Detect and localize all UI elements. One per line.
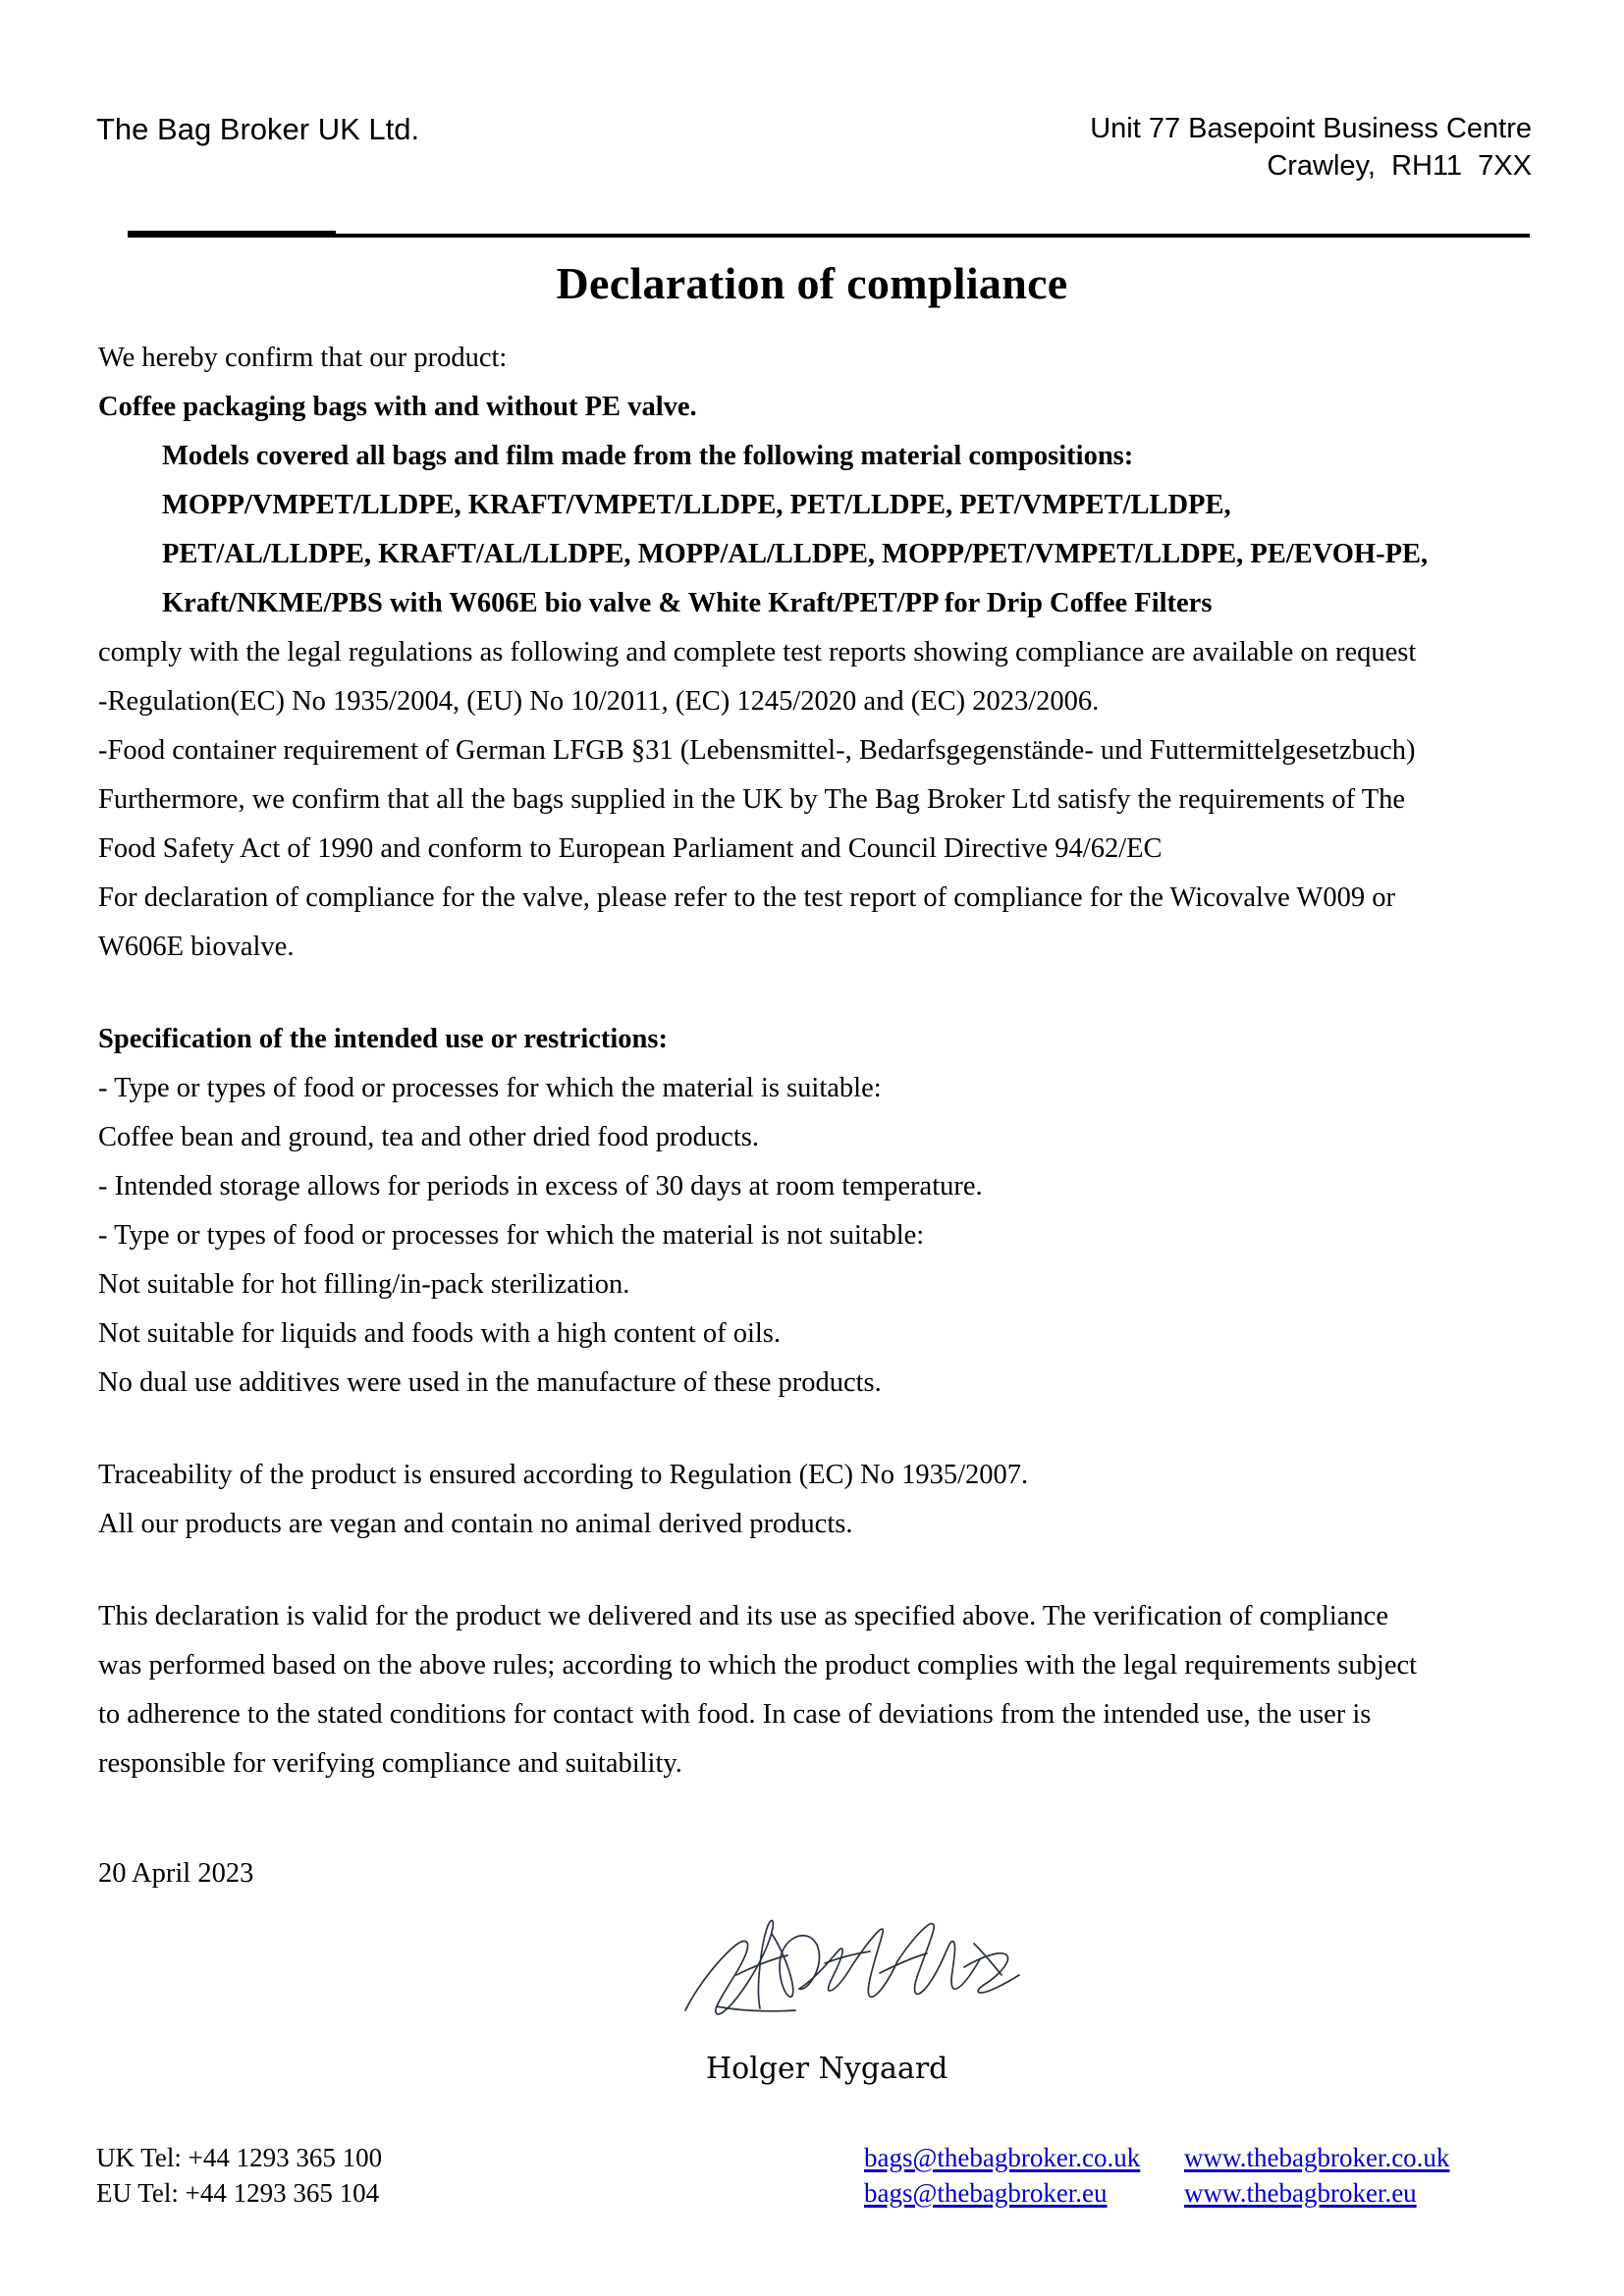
page-title: Declaration of compliance	[556, 258, 1068, 308]
materials-line-3: Kraft/NKME/PBS with W606E bio valve & White Kraft/PET/PP for Drip Coffee Filters	[162, 588, 1213, 618]
date: 20 April 2023	[98, 1858, 254, 1889]
closing-line-4: responsible for verifying compliance and suitability.	[98, 1748, 682, 1779]
spec-suitable-foods: Coffee bean and ground, tea and other dried food products.	[98, 1122, 759, 1152]
spec-not-hot-fill: Not suitable for hot filling/in-pack sterilization.	[98, 1269, 630, 1300]
divider-thick-segment	[128, 231, 336, 238]
closing-line-1: This declaration is valid for the product we delivered and its use as specified above. The verification of compliance	[98, 1601, 1388, 1631]
furthermore-line: Furthermore, we confirm that all the bags supplied in the UK by The Bag Broker Ltd satisfy the requirements of The	[98, 784, 1405, 815]
food-safety-act-line: Food Safety Act of 1990 and conform to European Parliament and Council Directive 94/62/EC	[98, 833, 1163, 864]
valve-declaration-line-2: W606E biovalve.	[98, 932, 295, 962]
divider-thin-segment	[128, 234, 1530, 238]
spec-heading: Specification of the intended use or restrictions:	[98, 1024, 668, 1054]
closing-line-2: was performed based on the above rules; according to which the product complies with the legal requirements subject	[98, 1650, 1418, 1681]
closing-line-3: to adherence to the stated conditions for contact with food. In case of deviations from the intended use, the user is	[98, 1699, 1372, 1730]
spacer	[98, 1549, 1532, 1592]
spec-suitable-type: - Type or types of food or processes for which the material is suitable:	[98, 1073, 882, 1103]
vegan-line: All our products are vegan and contain no animal derived products.	[98, 1509, 853, 1539]
address-line-2: Crawley, RH11 7XX	[1267, 150, 1532, 183]
spec-no-dual-use: No dual use additives were used in the manufacture of these products.	[98, 1367, 882, 1398]
lfgb-line: -Food container requirement of German LFGB §31 (Lebensmittel-, Bedarfsgegenstände- und Futtermittelgesetzbuch)	[98, 735, 1416, 766]
footer	[96, 2140, 1540, 2211]
regulation-line: -Regulation(EC) No 1935/2004, (EU) No 10/2011, (EC) 1245/2020 and (EC) 2023/2006.	[98, 686, 1100, 717]
website-link-eu[interactable]: www.thebagbroker.eu	[1184, 2178, 1417, 2208]
address-line-1: Unit 77 Basepoint Business Centre	[1090, 113, 1532, 144]
spec-not-liquids: Not suitable for liquids and foods with a high content of oils.	[98, 1318, 781, 1349]
product-line: Coffee packaging bags with and without PE valve.	[98, 392, 697, 422]
document-body	[98, 334, 1532, 1789]
comply-line: comply with the legal regulations as following and complete test reports showing compliance are available on request	[98, 637, 1417, 667]
models-heading: Models covered all bags and film made from the following material compositions:	[162, 441, 1134, 471]
intro-line: We hereby confirm that our product:	[98, 343, 508, 373]
telephone-block	[96, 2140, 382, 2211]
valve-declaration-line-1: For declaration of compliance for the valve, please refer to the test report of compliance for the Wicovalve W009 or	[98, 882, 1395, 913]
header-divider	[128, 228, 1532, 238]
email-link-uk[interactable]: bags@thebagbroker.co.uk	[864, 2143, 1141, 2172]
company-address	[1090, 110, 1532, 186]
eu-telephone: EU Tel: +44 1293 365 104	[96, 2178, 380, 2208]
signature-image	[677, 1904, 1041, 2027]
email-link-eu[interactable]: bags@thebagbroker.eu	[864, 2178, 1108, 2208]
website-link-uk[interactable]: www.thebagbroker.co.uk	[1184, 2143, 1450, 2172]
spec-storage: - Intended storage allows for periods in excess of 30 days at room temperature.	[98, 1171, 983, 1201]
spec-not-suitable-type: - Type or types of food or processes for which the material is not suitable:	[98, 1220, 925, 1251]
uk-telephone: UK Tel: +44 1293 365 100	[96, 2143, 383, 2172]
contact-links-row-uk	[864, 2140, 1479, 2175]
letterhead	[96, 110, 1532, 186]
materials-line-2: PET/AL/LLDPE, KRAFT/AL/LLDPE, MOPP/AL/LLDPE, MOPP/PET/VMPET/LLDPE, PE/EVOH-PE,	[162, 539, 1429, 569]
materials-line-1: MOPP/VMPET/LLDPE, KRAFT/VMPET/LLDPE, PET/LLDPE, PET/VMPET/LLDPE,	[162, 490, 1231, 520]
contact-links-row-eu	[864, 2175, 1479, 2211]
company-name: The Bag Broker UK Ltd.	[96, 112, 420, 146]
spacer	[98, 972, 1532, 1015]
spacer	[98, 1408, 1532, 1451]
contact-links-block	[864, 2140, 1479, 2211]
signer-name: Holger Nygaard	[706, 2052, 948, 2086]
traceability-line: Traceability of the product is ensured according to Regulation (EC) No 1935/2007.	[98, 1460, 1029, 1490]
